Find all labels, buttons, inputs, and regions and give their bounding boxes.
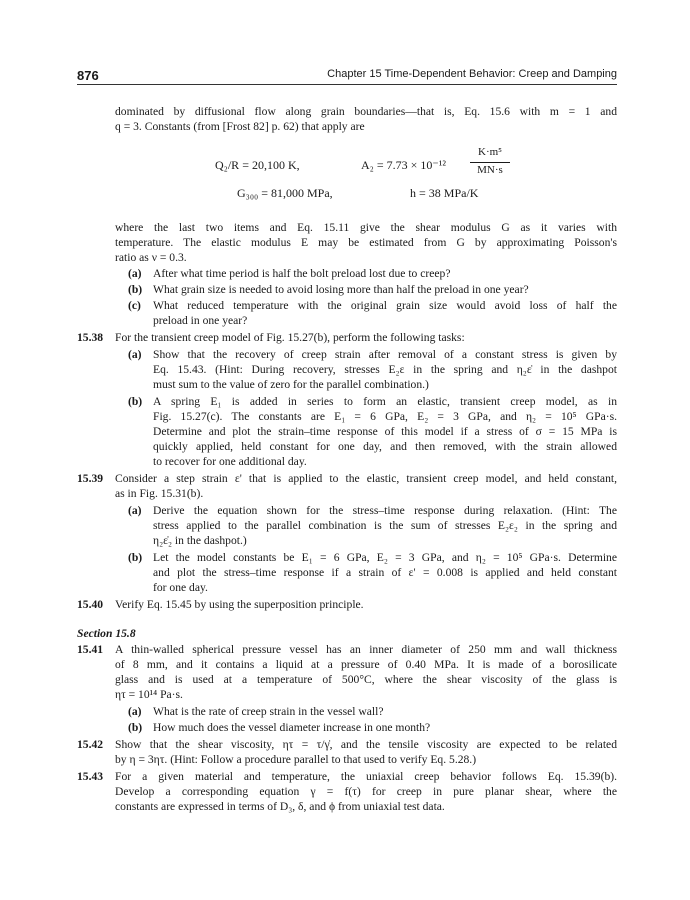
- part-text: A spring E₁ is added in series to form an elastic, transient creep model, as in: [153, 395, 617, 408]
- equation-a2: A₂ = 7.73 × 10⁻¹²: [361, 158, 446, 172]
- section-heading: Section 15.8: [77, 627, 136, 640]
- part-text: must sum to the value of zero for the parallel combination.): [153, 378, 429, 391]
- part-text: Fig. 15.27(c). The constants are E₁ = 6 GPa, E₂ = 3 GPa, and η₂ = 10⁵ GPa·s.: [153, 410, 617, 423]
- part-text: Show that the recovery of creep strain after removal of a constant stress is given by: [153, 348, 617, 361]
- part-text: What grain size is needed to avoid losing more than half the preload in one year?: [153, 283, 529, 296]
- body-line: temperature. The elastic modulus E may be estimated from G by approximating Poisson's: [115, 236, 617, 249]
- part-label: (b): [128, 721, 143, 734]
- chapter-title: Chapter 15 Time-Dependent Behavior: Creep and Damping: [327, 68, 617, 80]
- page-number: 876: [77, 68, 99, 83]
- page-header: [77, 68, 617, 84]
- problem-number: 15.42: [77, 738, 104, 751]
- equation-h: h = 38 MPa/K: [410, 186, 479, 200]
- part-text: to recover for one additional day.: [153, 455, 307, 468]
- header-rule: [77, 84, 617, 85]
- part-label: (c): [128, 299, 141, 312]
- problem-text: glass and is used at a temperature of 500°C, where the shear viscosity of the glass is: [115, 673, 617, 686]
- problem-number: 15.38: [77, 331, 104, 344]
- problem-text: ητ = 10¹⁴ Pa·s.: [115, 688, 183, 701]
- body-line: ratio as ν = 0.3.: [115, 251, 187, 264]
- body-line: where the last two items and Eq. 15.11 give the shear modulus G as it varies with: [115, 221, 617, 234]
- part-text: quickly applied, held constant for one day, and then removed, with the strain allowed: [153, 440, 617, 453]
- problem-text: constants are expressed in terms of D₃, δ, and ϕ from uniaxial test data.: [115, 800, 445, 813]
- part-label: (a): [128, 705, 142, 718]
- problem-text: by η = 3ητ. (Hint: Follow a procedure parallel to that used to verify Eq. 5.28.): [115, 753, 477, 766]
- equation-qb: Q₂/R = 20,100 K,: [215, 158, 300, 172]
- part-text: How much does the vessel diameter increase in one month?: [153, 721, 431, 734]
- problem-number: 15.40: [77, 598, 104, 611]
- part-text: preload in one year?: [153, 314, 248, 327]
- part-text: What reduced temperature with the original grain size would avoid loss of half the: [153, 299, 617, 312]
- part-label: (b): [128, 395, 143, 408]
- problem-number: 15.39: [77, 472, 104, 485]
- problem-text: A thin-walled spherical pressure vessel has an inner diameter of 250 mm and wall thickness: [115, 643, 617, 656]
- problem-number: 15.41: [77, 643, 104, 656]
- problem-text: as in Fig. 15.31(b).: [115, 487, 204, 500]
- part-label: (a): [128, 267, 142, 280]
- part-text: Determine and plot the strain–time response of this model if a stress of σ = 15 MPa is: [153, 425, 617, 438]
- problem-text: Show that the shear viscosity, ητ = τ/γ̇, and the tensile viscosity are expected to be related: [115, 738, 617, 751]
- part-text: After what time period is half the bolt preload lost due to creep?: [153, 267, 451, 280]
- part-label: (a): [128, 348, 142, 361]
- problem-text: For a given material and temperature, the uniaxial creep behavior follows Eq. 15.39(b).: [115, 770, 617, 783]
- part-text: Eq. 15.43. (Hint: During recovery, stresses E₂ε in the spring and η₂ε̇ in the dashpot: [153, 363, 617, 376]
- fraction-denominator: MN·s: [477, 164, 503, 176]
- problem-text: Consider a step strain ε' that is applied to the elastic, transient creep model, and held constant,: [115, 472, 617, 485]
- problem-text: Verify Eq. 15.45 by using the superposition principle.: [115, 598, 364, 611]
- part-text: Let the model constants be E₁ = 6 GPa, E₂ = 3 GPa, and η₂ = 10⁵ GPa·s. Determine: [153, 551, 617, 564]
- part-text: for one day.: [153, 581, 208, 594]
- part-text: What is the rate of creep strain in the vessel wall?: [153, 705, 384, 718]
- equation-g300: G₃₀₀ = 81,000 MPa,: [237, 186, 333, 200]
- part-label: (b): [128, 283, 143, 296]
- problem-text: For the transient creep model of Fig. 15.27(b), perform the following tasks:: [115, 331, 465, 344]
- fraction-bar: [470, 162, 510, 163]
- fraction-numerator: K·m⁵: [478, 146, 502, 158]
- part-text: and plot the stress–time response if a strain of ε' = 0.008 is applied and held constant: [153, 566, 617, 579]
- part-label: (a): [128, 504, 142, 517]
- part-text: stress applied to the parallel combination is the sum of stresses E₂ε₂ in the spring and: [153, 519, 617, 532]
- problem-text: of 8 mm, and it contains a liquid at a pressure of 0.40 MPa. It is made of a borosilicate: [115, 658, 617, 671]
- part-label: (b): [128, 551, 143, 564]
- part-text: Derive the equation shown for the stress–time response during relaxation. (Hint: The: [153, 504, 617, 517]
- problem-text: Develop a corresponding equation γ = f(τ) for creep in pure planar shear, where the: [115, 785, 617, 798]
- part-text: η₂ε̇₂ in the dashpot.): [153, 534, 247, 547]
- intro-line: q = 3. Constants (from [Frost 82] p. 62) that apply are: [115, 120, 365, 133]
- intro-line: dominated by diffusional flow along grain boundaries—that is, Eq. 15.6 with m = 1 and: [115, 105, 617, 118]
- problem-number: 15.43: [77, 770, 104, 783]
